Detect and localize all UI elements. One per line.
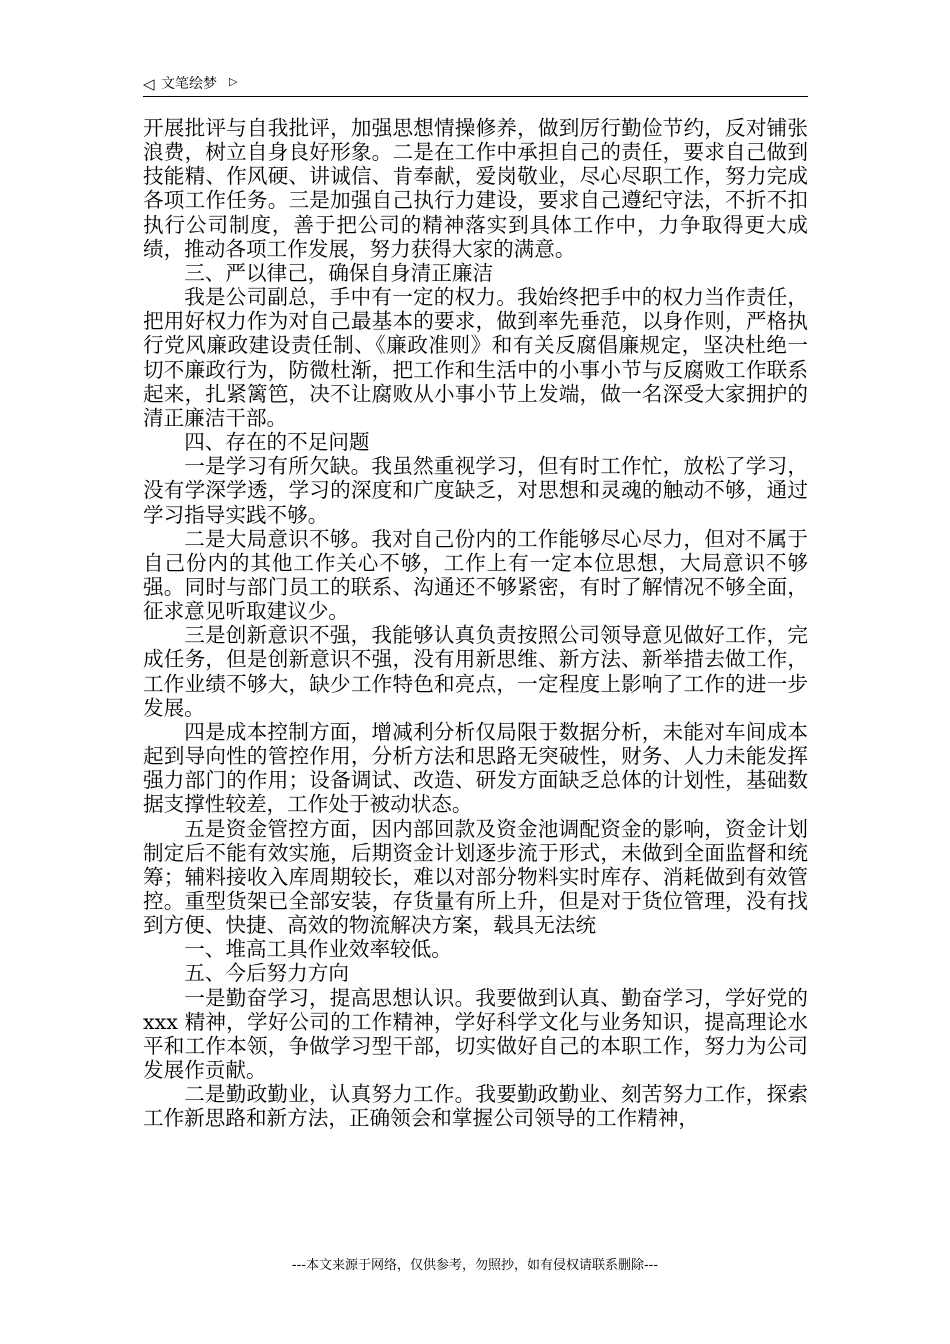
paragraph-issue-innovation: 三是创新意识不强，我能够认真负责按照公司领导意见做好工作，完成任务，但是创新意识不强，没有用新思维、新方法、新举措去做工作，工作业绩不够大，缺少工作特色和亮点，一定程度上影响了工作的进一步发展。 xyxy=(143,623,808,720)
paragraph-integrity: 我是公司副总，手中有一定的权力。我始终把手中的权力当作责任，把用好权力作为对自己最基本的要求，做到率先垂范，以身作则，严格执行党风廉政建设责任制、《廉政准则》和有关反腐倡廉规定，坚决杜绝一切不廉政行为，防微杜渐，把工作和生活中的小事小节与反腐败工作联系起来，扎紧篱笆，决不让腐败从小事小节上发端，做一名深受大家拥护的清正廉洁干部。 xyxy=(143,285,808,430)
paragraph-issue-overall: 二是大局意识不够。我对自己份内的工作能够尽心尽力，但对不属于自己份内的其他工作关心不够，工作上有一定本位思想，大局意识不够强。同时与部门员工的联系、沟通还不够紧密，有时了解情况不够全面，征求意见听取建议少。 xyxy=(143,526,808,624)
page-header xyxy=(143,74,808,97)
paragraph-continued: 开展批评与自我批评，加强思想情操修养，做到厉行勤俭节约，反对铺张浪费，树立自身良好形象。二是在工作中承担自己的责任，要求自己做到技能精、作风硬、讲诚信、肯奉献，爱岗敬业，尽心尽职工作，努力完成各项工作任务。三是加强自己执行力建设，要求自己遵纪守法，不折不扣执行公司制度，善于把公司的精神落实到具体工作中，力争取得更大成绩，推动各项工作发展，努力获得大家的满意。 xyxy=(143,116,808,261)
section-heading-3: 三、严以律己，确保自身清正廉洁 xyxy=(184,260,494,285)
paragraph-issue-cost: 四是成本控制方面，增减利分析仅局限于数据分析，未能对车间成本起到导向性的管控作用，分析方法和思路无突破性，财务、人力未能发挥强力部门的作用；设备调试、改造、研发方面缺乏总体的计划性，基础数据支撑性较差，工作处于被动状态。 xyxy=(143,719,808,817)
triangle-right-icon: ▷ xyxy=(229,75,238,88)
document-body xyxy=(143,116,808,1131)
paragraph-direction-study: 一是勤奋学习，提高思想认识。我要做到认真、勤奋学习，学好党的 xxx 精神，学好公司的工作精神，学好科学文化与业务知识，提高理论水平和工作本领，争做学习型干部，切实做好自己的本职工作，努力为公司发展作贡献。 xyxy=(143,985,808,1083)
section-heading-4: 四、存在的不足问题 xyxy=(184,430,370,455)
subheading-stacking-tools: 一、堆高工具作业效率较低。 xyxy=(184,937,452,962)
footer-notice: ---本文来源于网络，仅供参考，勿照抄，如有侵权请联系删除--- xyxy=(291,1258,659,1273)
paragraph-direction-work: 二是勤政勤业，认真努力工作。我要勤政勤业、刻苦努力工作，探索工作新思路和新方法，正确领会和掌握公司领导的工作精神， xyxy=(143,1082,808,1131)
paragraph-issue-funds: 五是资金管控方面，因内部回款及资金池调配资金的影响，资金计划制定后不能有效实施，后期资金计划逐步流于形式，未做到全面监督和统筹；辅料接收入库周期较长，难以对部分物料实时库存、消耗做到有效管控。重型货架已全部安装，存货量有所上升，但是对于货位管理，没有找到方便、快捷、高效的物流解决方案，载具无法统 xyxy=(143,816,808,938)
header-title: 文笔绘梦 xyxy=(161,76,217,92)
triangle-left-icon: ◁ xyxy=(143,75,155,93)
paragraph-issue-study: 一是学习有所欠缺。我虽然重视学习，但有时工作忙，放松了学习，没有学深学透，学习的深度和广度缺乏，对思想和灵魂的触动不够，通过学习指导实践不够。 xyxy=(143,454,808,527)
section-heading-5: 五、今后努力方向 xyxy=(184,961,349,986)
